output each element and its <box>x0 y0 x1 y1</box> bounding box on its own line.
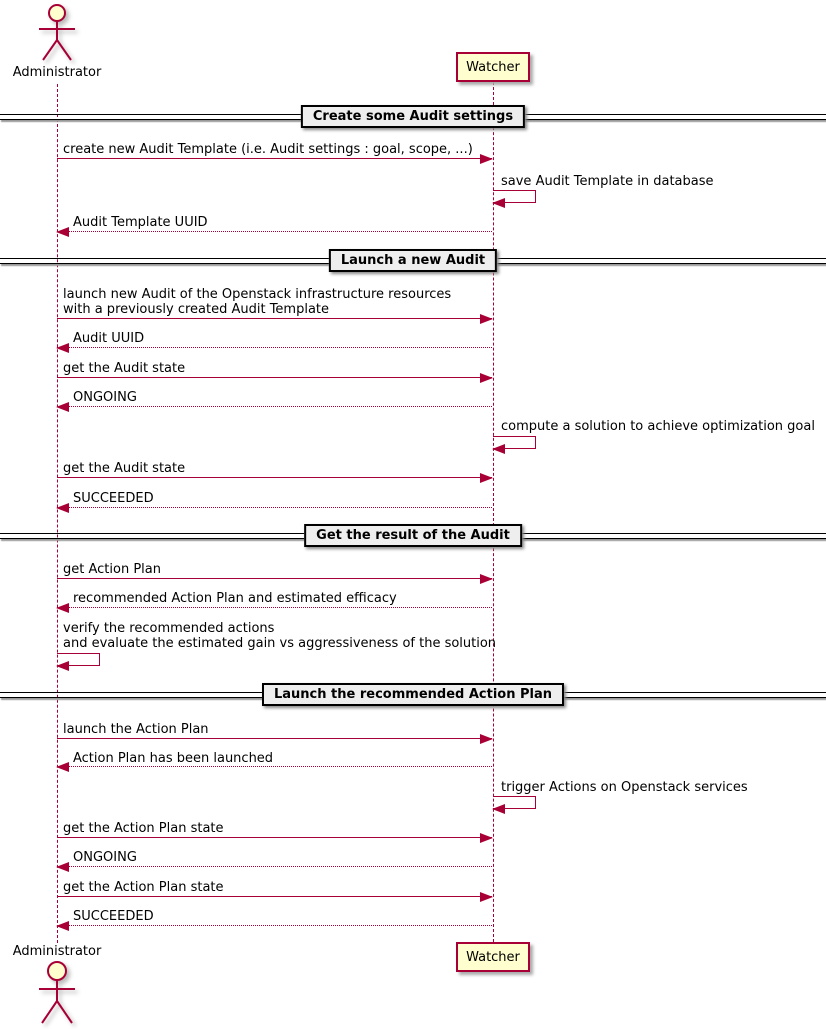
arrow-left-icon <box>57 406 492 407</box>
divider-launch-new-audit <box>0 249 826 273</box>
arrow-right-icon <box>57 377 492 378</box>
arrow-left-icon <box>57 507 492 508</box>
actor-name-label: Administrator <box>12 944 102 959</box>
arrow-left-icon <box>57 866 492 867</box>
message-label: create new Audit Template (i.e. Audit settings : goal, scope, ...) <box>63 142 473 157</box>
self-arrow-icon <box>57 653 100 666</box>
divider-label: Create some Audit settings <box>301 105 525 128</box>
message-label: trigger Actions on Openstack services <box>501 780 748 795</box>
message-label: ONGOING <box>73 850 137 865</box>
message-label: Audit UUID <box>73 331 145 346</box>
arrow-left-icon <box>57 231 492 232</box>
message-label: get Action Plan <box>63 562 161 577</box>
participant-name-label: Watcher <box>466 949 520 965</box>
arrow-right-icon <box>57 738 492 739</box>
message-label: get the Action Plan state <box>63 821 224 836</box>
divider-get-audit-result <box>0 524 826 548</box>
divider-label: Get the result of the Audit <box>304 524 522 547</box>
actor-icon <box>34 959 80 1029</box>
self-arrow-icon <box>493 436 536 449</box>
self-arrow-icon <box>493 796 536 809</box>
arrow-right-icon <box>57 158 492 159</box>
participant-watcher-bottom <box>456 942 530 972</box>
message-label: Audit Template UUID <box>73 215 208 230</box>
self-arrow-icon <box>493 190 536 203</box>
message-label: recommended Action Plan and estimated efficacy <box>73 591 397 606</box>
arrow-left-icon <box>57 347 492 348</box>
message-label: get the Audit state <box>63 461 186 476</box>
message-label: launch new Audit of the Openstack infrastructure resources <box>63 287 452 302</box>
actor-icon <box>34 3 80 63</box>
arrow-right-icon <box>57 578 492 579</box>
message-label: SUCCEEDED <box>73 491 154 506</box>
message-label: with a previously created Audit Template <box>63 302 330 317</box>
arrow-right-icon <box>57 318 492 319</box>
participant-watcher-top <box>456 52 530 82</box>
message-label: get the Audit state <box>63 361 186 376</box>
participant-name-label: Watcher <box>466 59 520 75</box>
arrow-right-icon <box>57 477 492 478</box>
lifeline-administrator <box>57 84 58 943</box>
message-label: compute a solution to achieve optimization goal <box>501 419 815 434</box>
arrow-right-icon <box>57 837 492 838</box>
divider-label: Launch the recommended Action Plan <box>262 683 564 706</box>
divider-label: Launch a new Audit <box>329 249 497 272</box>
actor-name-label: Administrator <box>12 65 102 80</box>
message-label: SUCCEEDED <box>73 909 154 924</box>
arrow-right-icon <box>57 896 492 897</box>
message-label: ONGOING <box>73 390 137 405</box>
arrow-left-icon <box>57 766 492 767</box>
message-label: verify the recommended actions <box>63 621 275 636</box>
message-label: save Audit Template in database <box>501 174 714 189</box>
message-label: and evaluate the estimated gain vs aggressiveness of the solution <box>63 636 497 651</box>
arrow-left-icon <box>57 607 492 608</box>
message-label: launch the Action Plan <box>63 722 209 737</box>
divider-launch-action-plan <box>0 683 826 707</box>
arrow-left-icon <box>57 925 492 926</box>
message-label: get the Action Plan state <box>63 880 224 895</box>
divider-create-audit-settings <box>0 105 826 129</box>
message-label: Action Plan has been launched <box>73 751 274 766</box>
